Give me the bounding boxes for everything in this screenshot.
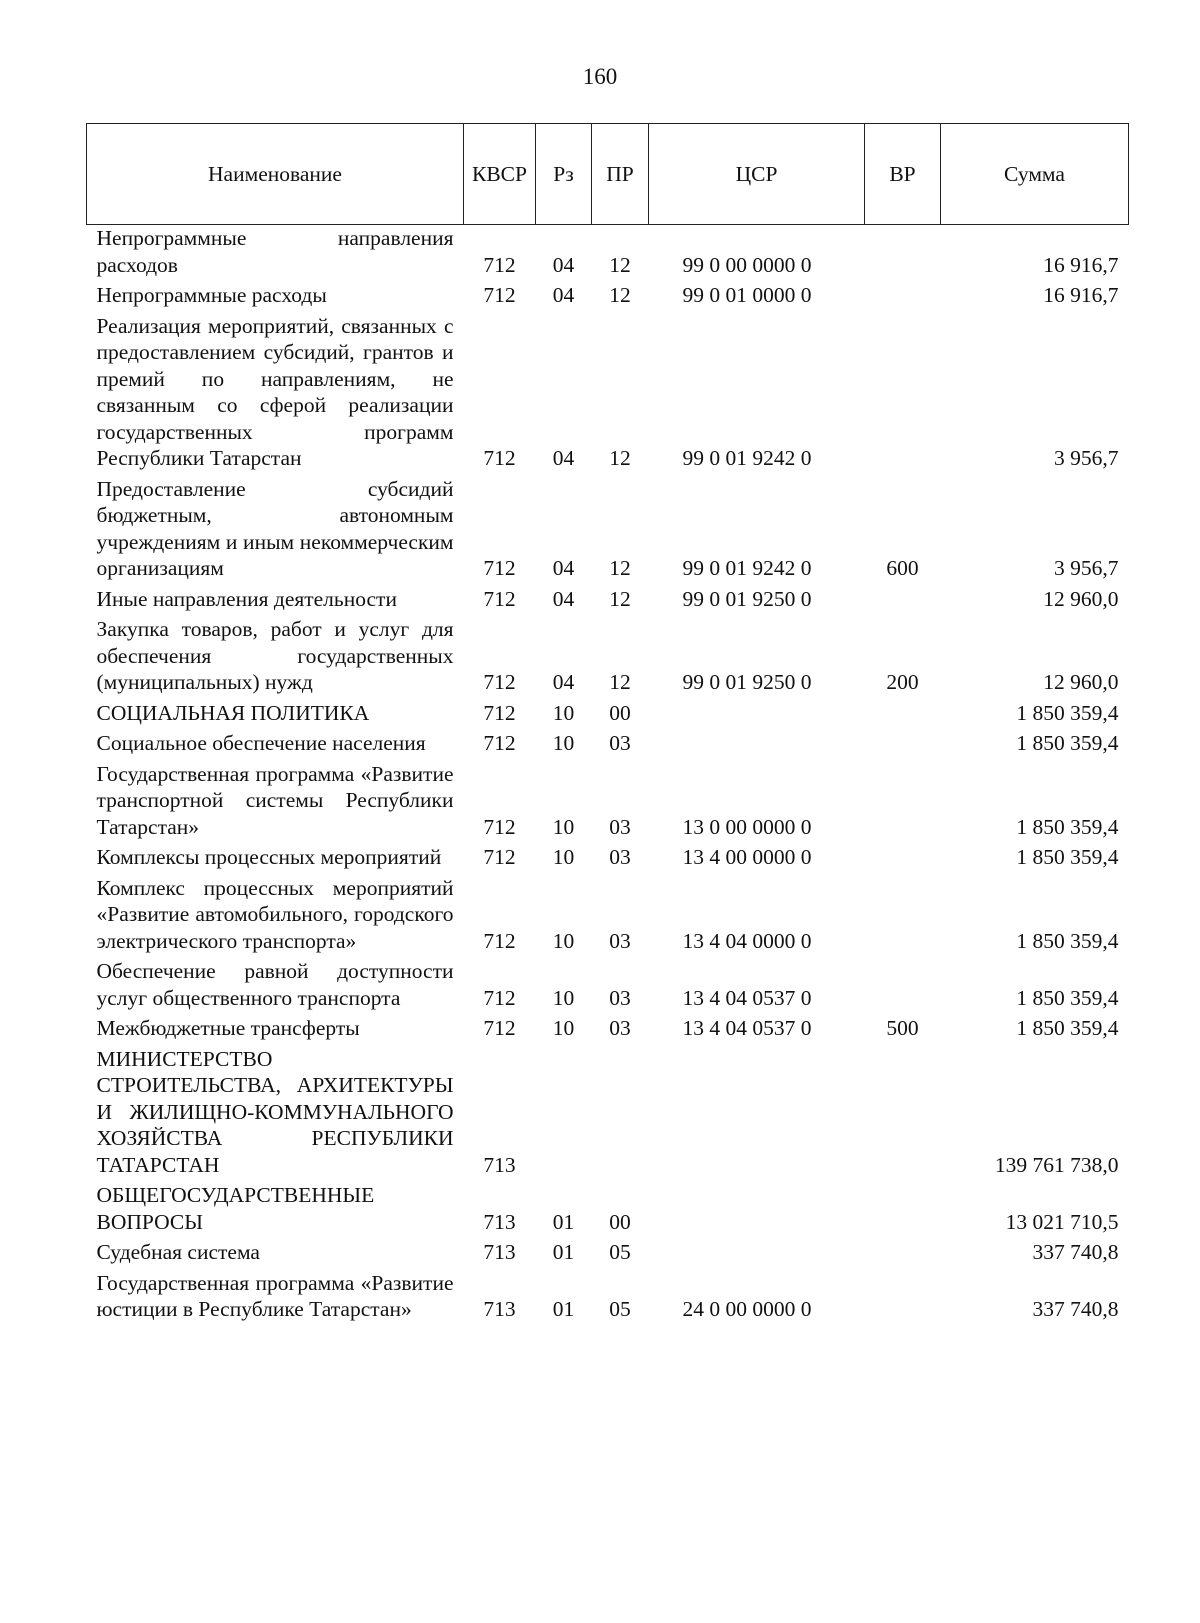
cell-name: Комплексы процессных мероприятий [96,845,442,869]
budget-table [86,123,1129,1327]
cell-pr: 03 [609,985,631,1010]
cell-name: Государственная программа «Развитие транспортной системы Республики Татарстан» [96,761,454,839]
cell-name: Предоставление субсидий бюджетным, автономным учреждениям и иным некоммерческим организациям [96,476,454,580]
table-row [87,282,1129,313]
cell-csr: 99 0 01 9242 0 [682,446,812,470]
table-row [87,1046,1129,1183]
cell-csr: 99 0 01 0000 0 [682,283,812,307]
cell-rz: 10 [552,700,575,725]
cell-rz: 01 [552,1209,575,1234]
cell-sum: 12 960,0 [1043,586,1119,611]
cell-vr [865,875,941,959]
cell-csr: 13 4 00 0000 0 [682,845,812,869]
cell-csr: 13 0 00 0000 0 [682,814,812,839]
cell-csr: 99 0 01 9250 0 [682,670,812,694]
table-row [87,1270,1129,1327]
cell-sum: 1 850 359,4 [1016,700,1119,725]
cell-csr [649,730,865,761]
cell-name: МИНИСТЕРСТВО СТРОИТЕЛЬСТВА, АРХИТЕКТУРЫ И ЖИЛИЩНО-КОММУНАЛЬНОГО ХОЗЯЙСТВА РЕСПУБЛИКИ ТАТАРСТАН [96,1046,454,1177]
cell-pr: 12 [609,283,631,307]
table-row [87,476,1129,586]
page-number: 160 [582,64,618,89]
cell-csr: 99 0 01 9242 0 [682,556,812,580]
cell-kvsr: 712 [483,700,516,725]
cell-vr [865,958,941,1015]
cell-sum: 16 916,7 [1043,283,1119,307]
cell-csr: 24 0 00 0000 0 [682,1297,812,1321]
cell-sum: 1 850 359,4 [1016,985,1119,1010]
table-row [87,761,1129,845]
cell-kvsr: 713 [483,1240,516,1264]
cell-kvsr: 713 [483,1152,516,1177]
cell-pr: 05 [609,1297,631,1321]
cell-kvsr: 712 [483,283,516,307]
cell-sum: 1 850 359,4 [1016,928,1119,953]
cell-pr: 03 [609,1016,631,1040]
cell-rz: 10 [552,731,575,755]
cell-rz: 01 [552,1297,575,1321]
cell-sum: 1 850 359,4 [1016,731,1119,755]
cell-sum: 13 021 710,5 [1005,1209,1119,1234]
cell-rz: 04 [552,252,575,277]
cell-vr [865,844,941,875]
cell-pr: 00 [609,700,631,725]
cell-pr: 12 [609,586,631,611]
cell-rz: 01 [552,1240,575,1264]
cell-pr: 12 [609,252,631,277]
table-header [87,124,1129,225]
cell-rz: 04 [552,283,575,307]
cell-kvsr: 712 [483,731,516,755]
cell-kvsr: 713 [483,1209,516,1234]
cell-rz: 04 [552,670,575,694]
cell-csr: 13 4 04 0000 0 [682,928,812,953]
cell-csr [649,1182,865,1239]
cell-kvsr: 712 [483,814,516,839]
table-row [87,616,1129,700]
cell-rz: 10 [552,814,575,839]
table-row [87,730,1129,761]
cell-sum: 1 850 359,4 [1016,845,1119,869]
cell-kvsr: 712 [483,845,516,869]
cell-vr [865,1239,941,1270]
cell-kvsr: 712 [483,446,516,470]
cell-sum: 1 850 359,4 [1016,814,1119,839]
cell-kvsr: 712 [483,928,516,953]
cell-name: СОЦИАЛЬНАЯ ПОЛИТИКА [96,700,370,725]
cell-csr: 99 0 01 9250 0 [682,586,812,611]
cell-pr: 03 [609,845,631,869]
cell-vr: 500 [886,1016,919,1040]
cell-kvsr: 712 [483,586,516,611]
table-row [87,1015,1129,1046]
cell-vr [865,282,941,313]
cell-sum: 16 916,7 [1043,252,1119,277]
cell-sum: 12 960,0 [1043,670,1119,694]
cell-vr [865,1046,941,1183]
cell-kvsr: 712 [483,556,516,580]
cell-rz [536,1046,592,1183]
cell-pr: 12 [609,556,631,580]
cell-pr [592,1046,649,1183]
cell-rz: 04 [552,556,575,580]
cell-pr: 12 [609,670,631,694]
cell-name: Иные направления деятельности [96,586,397,611]
table-row [87,700,1129,731]
header-name: Наименование [87,124,464,225]
cell-rz: 04 [552,446,575,470]
cell-csr: 13 4 04 0537 0 [682,985,812,1010]
header-vr: ВР [865,124,941,225]
cell-rz: 04 [552,586,575,611]
cell-vr [865,1182,941,1239]
cell-csr: 99 0 00 0000 0 [682,252,812,277]
cell-vr [865,225,941,283]
cell-name: Комплекс процессных мероприятий «Развитие автомобильного, городского электрического транспорта» [96,875,454,953]
table-row [87,225,1129,283]
cell-name: Государственная программа «Развитие юстиции в Республике Татарстан» [96,1270,454,1321]
cell-vr [865,1270,941,1327]
cell-name: Непрограммные расходы [96,283,327,307]
cell-csr: 13 4 04 0537 0 [682,1016,812,1040]
cell-sum: 139 761 738,0 [994,1152,1119,1177]
cell-pr: 00 [609,1209,631,1234]
table-row [87,875,1129,959]
cell-kvsr: 712 [483,670,516,694]
header-kvsr: КВСР [464,124,536,225]
cell-pr: 03 [609,928,631,953]
cell-rz: 10 [552,928,575,953]
cell-name: Реализация мероприятий, связанных с предоставлением субсидий, грантов и премий по направлениям, не связанным со сферой реализации государственных программ Республики Татарстан [96,313,454,470]
header-pr: ПР [592,124,649,225]
table-row [87,586,1129,617]
cell-kvsr: 712 [483,252,516,277]
cell-name: ОБЩЕГОСУДАРСТВЕННЫЕ ВОПРОСЫ [96,1183,375,1234]
cell-pr: 05 [609,1240,631,1264]
cell-kvsr: 713 [483,1297,516,1321]
cell-name: Социальное обеспечение населения [96,731,426,755]
cell-sum: 337 740,8 [1032,1240,1119,1264]
cell-vr [865,730,941,761]
cell-vr [865,313,941,476]
header-csr: ЦСР [649,124,865,225]
cell-rz: 10 [552,1016,575,1040]
cell-name: Непрограммные направления расходов [96,226,454,277]
cell-name: Межбюджетные трансферты [96,1016,360,1040]
table-row [87,1182,1129,1239]
cell-name: Судебная система [96,1240,260,1264]
cell-kvsr: 712 [483,985,516,1010]
header-rz: Рз [536,124,592,225]
cell-sum: 3 956,7 [1054,556,1119,580]
cell-csr [649,1239,865,1270]
cell-csr [649,700,865,731]
cell-name: Обеспечение равной доступности услуг общественного транспорта [96,959,454,1010]
cell-csr [649,1046,865,1183]
cell-sum: 1 850 359,4 [1016,1016,1119,1040]
header-sum: Сумма [941,124,1129,225]
table-row [87,1239,1129,1270]
cell-rz: 10 [552,985,575,1010]
table-row [87,958,1129,1015]
cell-vr: 600 [886,556,919,580]
cell-vr: 200 [886,670,919,694]
cell-vr [865,761,941,845]
cell-vr [865,700,941,731]
cell-sum: 337 740,8 [1032,1297,1119,1321]
table-row [87,313,1129,476]
cell-pr: 03 [609,731,631,755]
cell-sum: 3 956,7 [1054,446,1119,470]
cell-vr [865,586,941,617]
cell-rz: 10 [552,845,575,869]
cell-name: Закупка товаров, работ и услуг для обеспечения государственных (муниципальных) нужд [96,617,454,694]
table-body [87,225,1129,1327]
cell-pr: 03 [609,814,631,839]
table-row [87,844,1129,875]
cell-pr: 12 [609,446,631,470]
cell-kvsr: 712 [483,1016,516,1040]
